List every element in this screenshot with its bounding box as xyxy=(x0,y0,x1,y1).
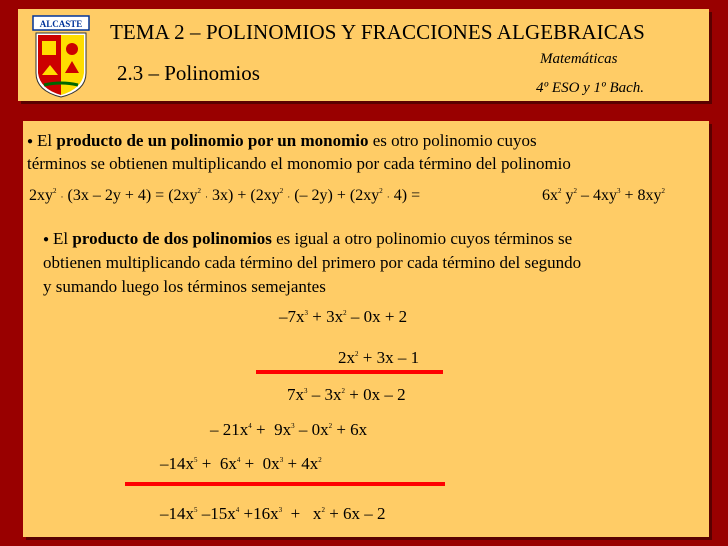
definition-line: términos se obtienen multiplicando el monomio por cada término del polinomio xyxy=(27,154,571,173)
subject-label: Matemáticas xyxy=(540,51,618,67)
multiplicand-polynomial: $-7x^3 + 3x^2 - 0x + 2$ xyxy=(279,307,408,326)
logo-text: ALCASTE xyxy=(39,19,83,29)
text-segment: es igual a otro polinomio cuyos términos se xyxy=(271,229,573,248)
page-title: TEMA 2 – POLINOMIOS Y FRACCIONES ALGEBRAICAS xyxy=(110,20,645,44)
partial-product-row: – $21x^4 + 9x^3 - 0x^2 + 6x$ xyxy=(210,420,368,439)
bullet-icon: ● xyxy=(43,234,50,245)
text-segment: El xyxy=(37,131,57,150)
text-segment: es otro polinomio cuyos xyxy=(368,131,537,150)
multiplication-rule-line xyxy=(256,370,443,374)
partial-product-row: $-14x^5 + 6x^4 + 0x^3 + 4x^2$ xyxy=(160,454,322,473)
term-highlight: producto de dos polinomios xyxy=(72,229,272,248)
content-panel xyxy=(23,121,709,537)
section-title: 2.3 – Polinomios xyxy=(117,61,260,85)
sum-rule-line xyxy=(125,482,445,486)
course-label: 4º ESO y 1º Bach. xyxy=(536,80,645,96)
monomial-example-equation: $2xy^2 \cdot (3x - 2y + 4) = (2xy^2 \cdot 3x) + (2xy^2$ · (– $2y) + (2xy^2 \cdot 4)$ = xyxy=(29,187,421,204)
term-highlight: producto de un polinomio por un monomio xyxy=(56,131,369,150)
monomial-product-definition xyxy=(27,131,537,151)
final-product-result: $-14x^5$ $-15x^4 +16x^3 + x^2 + 6x - 2$ xyxy=(160,504,386,523)
monomial-example-result: $6x^2$ $y^2 - 4xy^3 + 8xy^2$ xyxy=(542,187,666,204)
definition-line: obtienen multiplicando cada término del primero por cada término del segundo xyxy=(43,253,582,272)
partial-product-row: $7x^3 - 3x^2 + 0x - 2$ xyxy=(287,385,406,404)
school-crest-logo xyxy=(32,15,90,99)
header-banner xyxy=(18,9,709,101)
definition-line: y sumando luego los términos semejantes xyxy=(43,277,326,296)
bullet-icon: ● xyxy=(27,136,34,147)
multiplier-polynomial: $2x^2 + 3x - 1$ xyxy=(338,348,420,367)
text-segment: El xyxy=(53,229,73,248)
polynomial-product-definition xyxy=(43,229,572,249)
